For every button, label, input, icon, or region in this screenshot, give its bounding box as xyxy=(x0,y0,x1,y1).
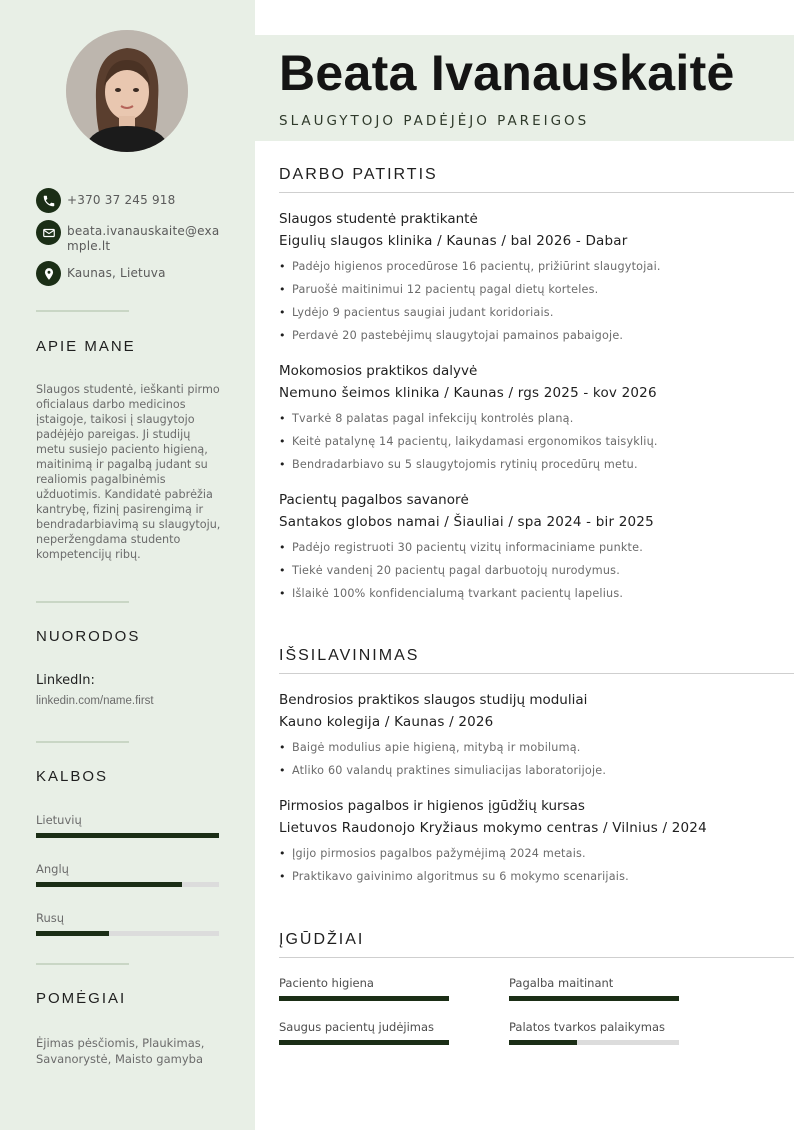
linkedin-label: LinkedIn: xyxy=(36,673,95,688)
entry-title: Pacientų pagalbos savanorė xyxy=(279,492,469,508)
skill-name: Paciento higiena xyxy=(279,976,374,990)
divider xyxy=(36,963,129,965)
sidebar xyxy=(0,0,255,1130)
languages-heading: KALBOS xyxy=(36,768,109,785)
bullet-item: • Išlaikė 100% konfidencialumą tvarkant pacientų lapelius. xyxy=(279,582,789,605)
skill-name: Saugus pacientų judėjimas xyxy=(279,1020,435,1034)
about-heading: APIE MANE xyxy=(36,338,136,355)
entry-title: Pirmosios pagalbos ir higienos įgūdžių kursas xyxy=(279,798,585,814)
skill-level-bar xyxy=(509,1040,679,1045)
education-entry xyxy=(279,689,789,782)
divider xyxy=(36,741,129,743)
main-content xyxy=(255,0,794,1130)
bullet-item: • Įgijo pirmosios pagalbos pažymėjimą 2024 metais. xyxy=(279,842,789,865)
linkedin-link[interactable]: linkedin.com/name.first xyxy=(36,695,154,707)
section-divider xyxy=(279,957,794,958)
experience-heading: DARBO PATIRTIS xyxy=(279,166,438,183)
language-level-fill xyxy=(36,882,182,887)
language-level-bar xyxy=(36,833,219,838)
skill-name: Palatos tvarkos palaikymas xyxy=(509,1020,666,1034)
section-divider xyxy=(279,673,794,674)
bullet-item: • Padėjo registruoti 30 pacientų vizitų informaciniame punkte. xyxy=(279,536,789,559)
entry-bullets xyxy=(279,736,789,782)
contact-email xyxy=(36,220,220,254)
skills-heading: ĮGŪDŽIAI xyxy=(279,931,365,948)
bullet-item: • Lydėjo 9 pacientus saugiai judant koridoriais. xyxy=(279,301,789,324)
skill-level-fill xyxy=(509,996,679,1001)
language-level-bar xyxy=(36,882,219,887)
bullet-item: • Praktikavo gaivinimo algoritmus su 6 mokymo scenarijais. xyxy=(279,865,789,888)
entry-bullets xyxy=(279,407,789,476)
location-pin-icon xyxy=(36,261,61,286)
skill-level-fill xyxy=(279,996,449,1001)
language-level-fill xyxy=(36,931,109,936)
entry-bullets xyxy=(279,536,789,605)
language-name: Rusų xyxy=(36,911,65,925)
entry-bullets xyxy=(279,255,789,347)
links-heading: NUORODOS xyxy=(36,628,141,645)
phone-text: +370 37 245 918 xyxy=(67,193,176,207)
skill-item xyxy=(509,976,679,1001)
skill-item xyxy=(509,1020,679,1045)
entry-title: Slaugos studentė praktikantė xyxy=(279,211,478,227)
person-role: SLAUGYTOJO PADĖJĖJO PAREIGOS xyxy=(279,113,590,129)
section-divider xyxy=(279,192,794,193)
entry-title: Bendrosios praktikos slaugos studijų moduliai xyxy=(279,692,588,708)
language-item xyxy=(36,862,219,887)
skill-level-bar xyxy=(509,996,679,1001)
skill-level-fill xyxy=(279,1040,449,1045)
language-item xyxy=(36,813,219,838)
education-entry xyxy=(279,795,789,888)
entry-subtitle: Eigulių slaugos klinika / Kaunas / bal 2026 - Dabar xyxy=(279,233,628,249)
skill-name: Pagalba maitinant xyxy=(509,976,614,990)
skill-item xyxy=(279,1020,449,1045)
bullet-item: • Paruošė maitinimui 12 pacientų pagal dietų korteles. xyxy=(279,278,789,301)
skill-level-bar xyxy=(279,996,449,1001)
hobbies-heading: POMĖGIAI xyxy=(36,990,127,1007)
bullet-item: • Atliko 60 valandų praktines simuliacijas laboratorijoje. xyxy=(279,759,789,782)
entry-subtitle: Santakos globos namai / Šiauliai / spa 2024 - bir 2025 xyxy=(279,514,654,530)
skill-level-bar xyxy=(279,1040,449,1045)
contact-location xyxy=(36,261,217,286)
divider xyxy=(36,310,129,312)
bullet-item: • Bendradarbiavo su 5 slaugytojomis rytinių procedūrų metu. xyxy=(279,453,789,476)
phone-icon xyxy=(36,188,61,213)
entry-subtitle: Nemuno šeimos klinika / Kaunas / rgs 2025 - kov 2026 xyxy=(279,385,657,401)
skill-item xyxy=(279,976,449,1001)
email-text[interactable]: beata.ivanauskaite@exa mple.lt xyxy=(67,224,220,253)
contact-phone xyxy=(36,188,217,213)
language-level-bar xyxy=(36,931,219,936)
hobbies-text: Ėjimas pėsčiomis, Plaukimas, Savanorystė, Maisto gamyba xyxy=(36,1036,205,1066)
bullet-item: • Baigė modulius apie higieną, mitybą ir mobilumą. xyxy=(279,736,789,759)
experience-entry xyxy=(279,360,789,476)
location-text: Kaunas, Lietuva xyxy=(67,266,166,280)
entry-subtitle: Kauno kolegija / Kaunas / 2026 xyxy=(279,714,494,730)
language-level-fill xyxy=(36,833,219,838)
language-name: Lietuvių xyxy=(36,813,82,827)
language-item xyxy=(36,911,219,936)
language-name: Anglų xyxy=(36,862,69,876)
bullet-item: • Padėjo higienos procedūrose 16 pacientų, prižiūrint slaugytojai. xyxy=(279,255,789,278)
entry-bullets xyxy=(279,842,789,888)
envelope-icon xyxy=(36,220,61,245)
education-heading: IŠSILAVINIMAS xyxy=(279,647,420,664)
divider xyxy=(36,601,129,603)
profile-photo xyxy=(66,30,188,152)
experience-entry xyxy=(279,489,789,605)
bullet-item: • Perdavė 20 pastebėjimų slaugytojai pamainos pabaigoje. xyxy=(279,324,789,347)
bullet-item: • Tvarkė 8 palatas pagal infekcijų kontrolės planą. xyxy=(279,407,789,430)
about-text: Slaugos studentė, ieškanti pirmo oficialaus darbo medicinos įstaigoje, taikosi į slaugytojo padėjėjo pareigas. Ji studijų metu susiejo paciento higieną, maitinimą ir pagalbą judant su realiomis pagalbinėmis užduotimis. Kandidatė pabrėžia kantrybę, fizinį pasirengimą ir bendradarbiavimą su slaugytoju, neperžengdama studento kompetencijų ribų. xyxy=(36,383,221,561)
bullet-item: • Keitė patalynę 14 pacientų, laikydamasi ergonomikos taisyklių. xyxy=(279,430,789,453)
skill-level-fill xyxy=(509,1040,577,1045)
entry-title: Mokomosios praktikos dalyvė xyxy=(279,363,478,379)
bullet-item: • Tiekė vandenį 20 pacientų pagal darbuotojų nurodymus. xyxy=(279,559,789,582)
experience-entry xyxy=(279,208,789,347)
entry-subtitle: Lietuvos Raudonojo Kryžiaus mokymo centras / Vilnius / 2024 xyxy=(279,820,707,836)
person-name: Beata Ivanauskaitė xyxy=(279,45,735,101)
